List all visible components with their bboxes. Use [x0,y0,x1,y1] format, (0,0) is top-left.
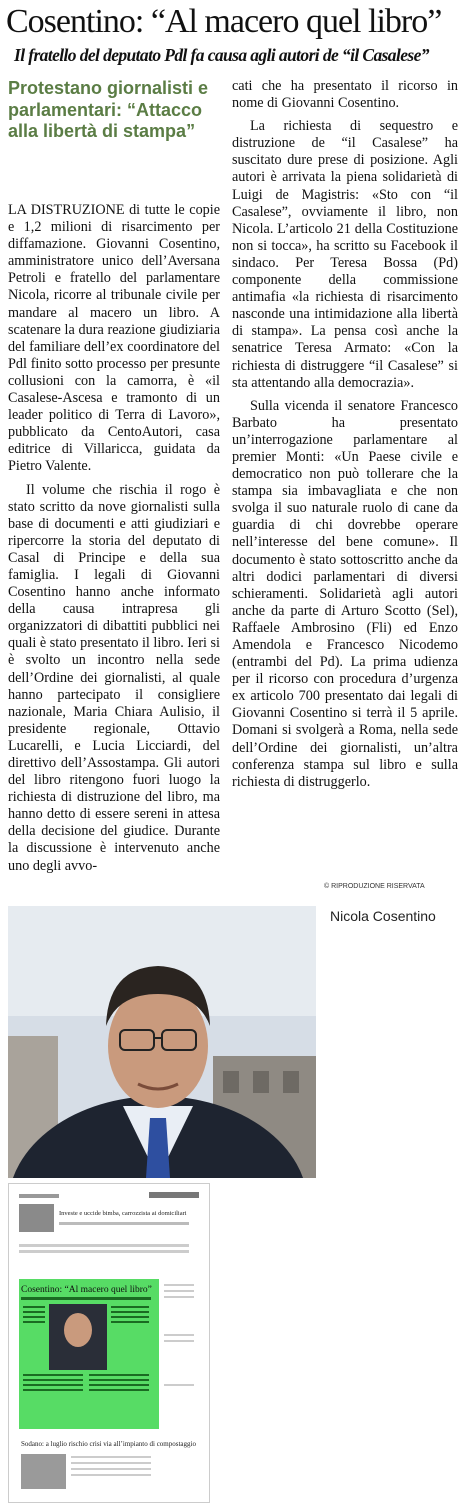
page-thumbnail [8,1183,210,1503]
article-headline: Cosentino: “Al macero quel libro” [6,3,442,40]
article-column-1 [8,202,220,881]
thumb-top-headline: Investe e uccide bimba, carrozzista ai domiciliari [59,1210,187,1217]
article-paragraph: Sulla vicenda il senatore Francesco Barbato ha presentato un’interrogazione parlamentare al premier Monti: «Un Paese civile e democratico non può tollerare che la stampa sia imbavagliata e che non svolga il suo naturale ruolo di cane da guardia di chi dovrebbe operare nell’interesse del bene comune». Il documento è stato sottoscritto anche da altri dodici parlamentari di diversi schieramenti. Solidarietà agli autori anche da parte di Arturo Scotto (Sel), Raffaele Ambrosino (Fli) ed Enzo Amendola e Francesco Nicodemo (entrambi del Pd). La prima udienza per il ricorso con procedura d’urgenza ex articolo 700 presentato dai legali di Giovanni Cosentino si terrà il 5 aprile. Domani si svolgerà a Roma, nella sede dell’Ordine dei giornalisti, un’altra conferenza stampa sul libro e sulla richiesta di distruggerlo. [232,397,458,790]
article-paragraph: Il volume che rischia il rogo è stato scritto da nove giornalisti sulla base di documenti e atti giudiziari e ripercorre la storia del deputato di Casal di Principe e della sua famiglia. I legali di Giovanni Cosentino hanno anche informato della causa intrapresa gli organizzatori di dibattiti pubblici nei quali è stato presentato il libro. Ieri si è svolto un incontro nella sede dell’Ordine dei giornalisti, al quale hanno partecipato il consigliere nazionale, Maria Chiara Aulisio, il presidente regionale, Ottavio Lucarelli, e Lucia Licciardi, del direttivo dell’Assostampa. Gli autori del libro ritengono fuori luogo la richiesta di distruzione del libro, ma hanno detto di essere sereni in attesa della decisione del giudice. Durante la discussione è intervenuto anche uno degli avvo- [8,481,220,874]
photo-caption: Nicola Cosentino [330,908,436,924]
article-column-2 [232,78,458,797]
paragraph-text: di tutte le copie e 1,2 milioni di risarcimento per diffamazione. Giovanni Cosentino, amministratore unico dell’Aversana Petroli e fratello del parlamentare Nicola, ricorre al tribunale civile per mandare al macero un libro. A scatenare la dura reazione giudiziaria del familiare dell’ex coordinatore del Pdl finito sotto processo per presunte collusioni con la camorra, è «il Casalese-Ascesa e tramonto di un leader politico di Terra di Lavoro», pubblicato da CentoAutori, casa editrice di Villaricca, guidata da Pietro Valente. [8,202,221,475]
portrait-photo [8,906,316,1178]
thumb-bottom-headline: Sodano: a luglio rischio crisi via all’impianto di compostaggio [21,1440,196,1448]
article-paragraph: La richiesta di sequestro e distruzione de “il Casalese” ha suscitato dure prese di posizione. Agli autori è arrivata la piena solidarietà di Luigi de Magistris: «Sto con “il Casalese”, ovviamente il libro, non Nicola. L’articolo 21 della Costituzione non si tocca», ha scritto su Facebook il sindaco. Per Teresa Bossa (Pd) componente della commissione antimafia «la richiesta di risarcimento nasconde una intimidazione alla libertà di stampa». La pensa così anche la senatrice Teresa Armato: «Con la richiesta di distruggere “il Casalese” si sta attentando alla democrazia». [232,118,458,391]
thumb-article-headline: Cosentino: “Al macero quel libro” [21,1285,152,1295]
copyright-notice: © RIPRODUZIONE RISERVATA [324,883,425,890]
article-kicker: Protestano giornalisti e parlamentari: “Attacco alla libertà di stampa” [8,78,209,141]
article-paragraph: cati che ha presentato il ricorso in nome di Giovanni Cosentino. [232,78,458,112]
lead-caps: LA DISTRUZIONE [8,202,125,218]
article-paragraph [8,202,220,476]
article-subhead: Il fratello del deputato Pdl fa causa agli autori de “il Casalese” [14,45,429,65]
